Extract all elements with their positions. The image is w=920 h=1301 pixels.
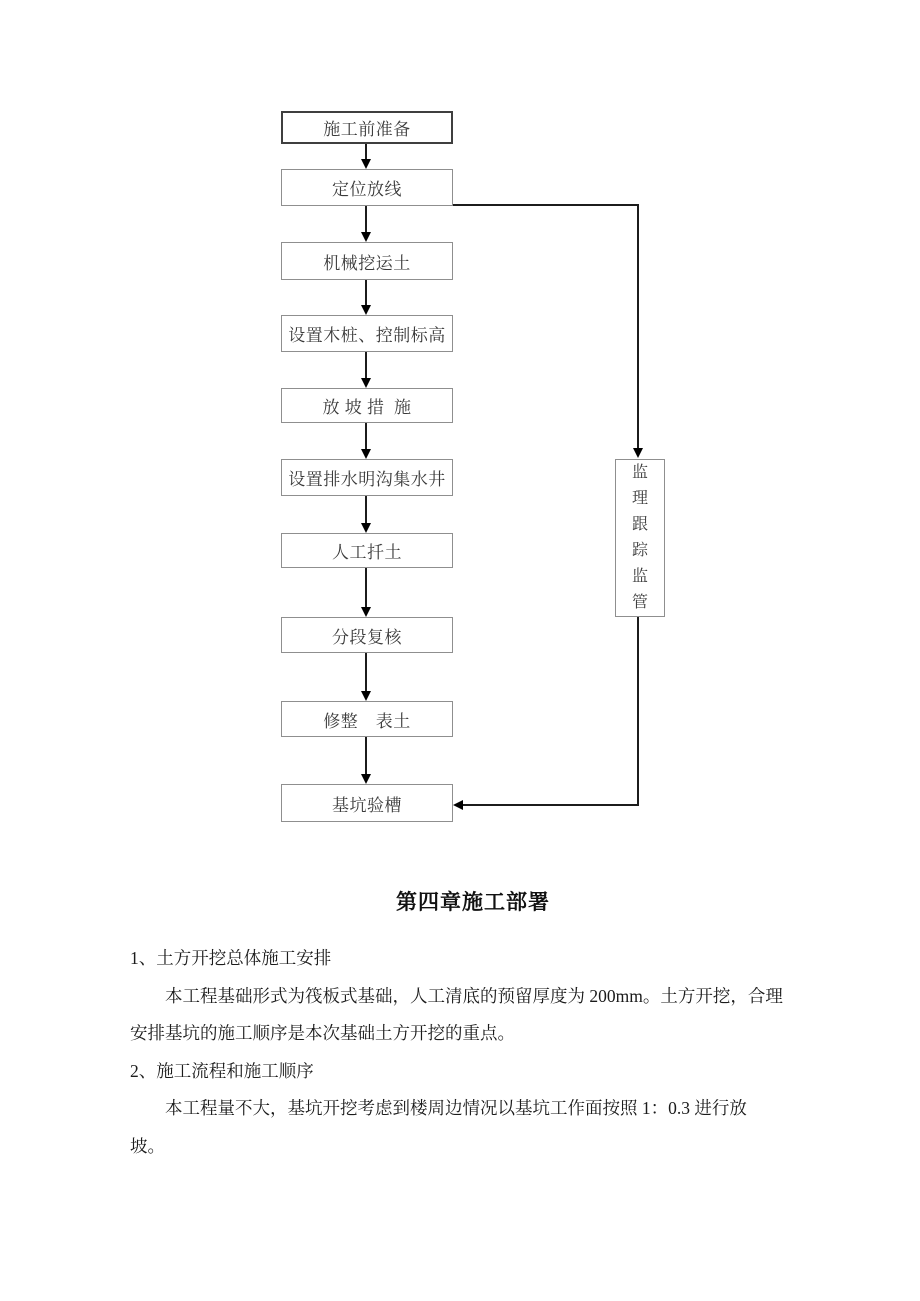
flow-arrowhead-down	[361, 159, 371, 169]
flow-connector	[365, 496, 367, 524]
flow-arrowhead-left	[453, 800, 463, 810]
flow-arrowhead-down	[633, 448, 643, 458]
body-text-block	[130, 940, 798, 1165]
flow-step-stakes-elevation: 设置木桩、控制标高	[281, 315, 453, 352]
flow-connector	[365, 737, 367, 775]
flow-arrowhead-down	[361, 523, 371, 533]
flow-arrowhead-down	[361, 232, 371, 242]
flow-step-section-recheck: 分段复核	[281, 617, 453, 653]
flow-connector	[365, 423, 367, 450]
flow-connector	[365, 280, 367, 306]
flow-branch-line	[637, 617, 639, 806]
flow-branch-line	[637, 204, 639, 449]
flow-side-supervision-label: 监理跟踪监管	[631, 464, 648, 611]
body-line: 坡。	[130, 1135, 165, 1156]
flow-connector	[365, 144, 367, 160]
body-line: 本工程量不大，基坑开挖考虑到楼周边情况以基坑工作面按照 1：0.3 进行放	[165, 1098, 747, 1118]
flow-step-slope-measures: 放 坡 措 施	[281, 388, 453, 423]
body-line: 本工程基础形式为筏板式基础，人工清底的预留厚度为 200mm。土方开挖，合理	[165, 985, 783, 1006]
flow-branch-line	[462, 804, 639, 806]
flow-connector	[365, 568, 367, 608]
body-line: 1、土方开挖总体施工安排	[130, 948, 332, 968]
flow-step-preparation: 施工前准备	[281, 111, 453, 144]
flow-arrowhead-down	[361, 774, 371, 784]
flow-arrowhead-down	[361, 378, 371, 388]
flow-connector	[365, 206, 367, 233]
flow-step-mechanical-excavation: 机械挖运土	[281, 242, 453, 280]
flow-branch-line	[453, 204, 639, 206]
body-line: 2、施工流程和施工顺序	[130, 1060, 314, 1081]
flow-step-manual-soil: 人工扦土	[281, 533, 453, 568]
flow-step-setting-out: 定位放线	[281, 169, 453, 206]
chapter-heading: 第四章施工部署	[396, 891, 550, 914]
flow-step-trim-topsoil: 修整 表土	[281, 701, 453, 737]
flow-step-drainage-wells: 设置排水明沟集水井	[281, 459, 453, 496]
flow-connector	[365, 653, 367, 692]
flow-arrowhead-down	[361, 449, 371, 459]
flow-side-supervision-box	[615, 459, 665, 617]
flow-connector	[365, 352, 367, 379]
flow-arrowhead-down	[361, 305, 371, 315]
flow-arrowhead-down	[361, 691, 371, 701]
flow-arrowhead-down	[361, 607, 371, 617]
flow-step-pit-inspection: 基坑验槽	[281, 784, 453, 822]
body-line: 安排基坑的施工顺序是本次基础土方开挖的重点。	[130, 1023, 515, 1043]
